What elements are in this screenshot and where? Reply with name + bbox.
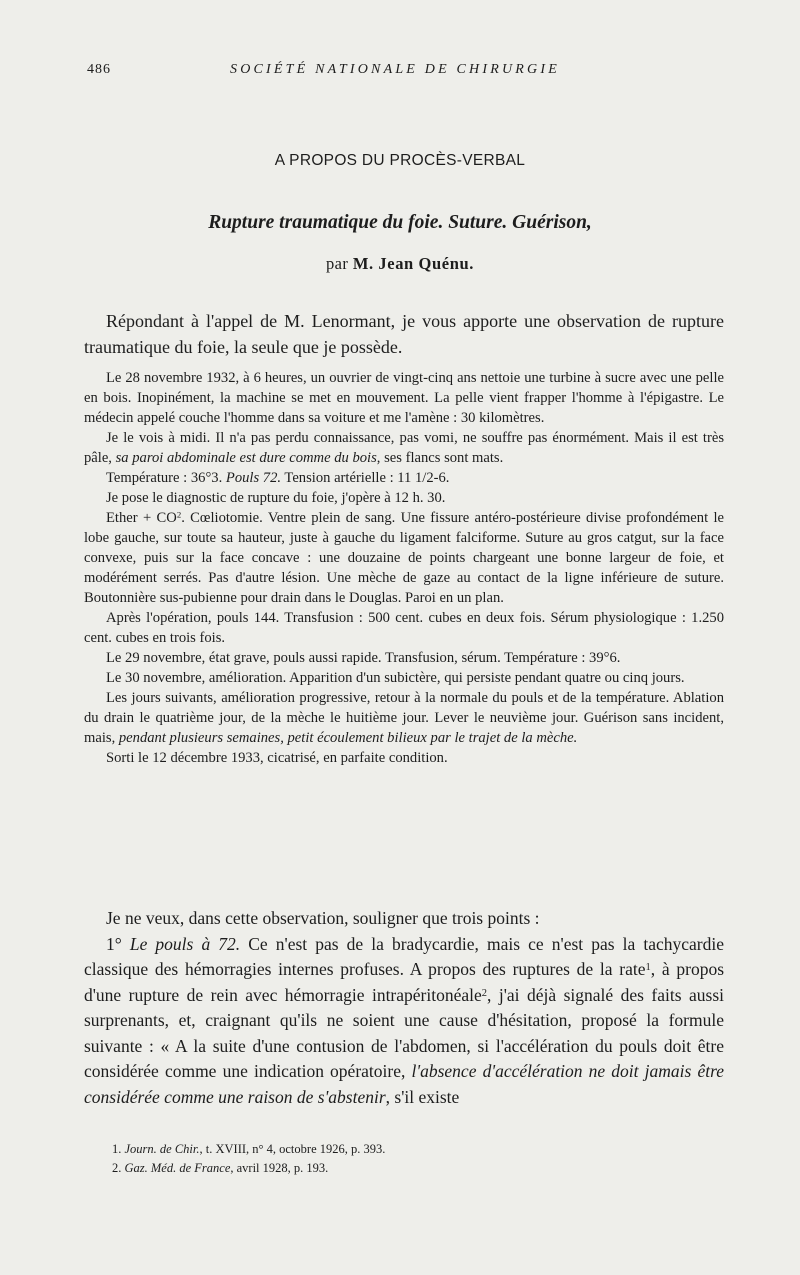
obs-paragraph: Je pose le diagnostic de rupture du foie, j'opère à 12 h. 30. [106,490,446,506]
obs-paragraph: Le 28 novembre 1932, à 6 heures, un ouvrier de vingt-cinq ans nettoie une turbine à sucre avec une pelle en bois. Inopinément, la machine se met en mouvement. La pelle vient frapper l'homme à l'épigastre. Le médecin appelé couche l'homme dans sa voiture et me l'amène : 30 kilomètres. [84,370,724,426]
running-header [87,62,727,86]
point-number: 1° [106,933,130,954]
footnote [112,1159,672,1178]
disc-italic: l'absence d'accélération ne doit jamais être considérée comme une raison de s'abstenir [84,1061,724,1107]
obs-text: Les jours suivants, amélioration progressive, retour à la normale du pouls et de la température. Ablation du drain le quatrième jour, de la mèche le huitième jour. Lever le neuvième jour. Guérison sans incident, mais, [84,690,724,746]
footnote-source: Gaz. Méd. de France [124,1161,231,1175]
footnote-text: , t. XVIII, n° 4, octobre 1926, p. 393. [199,1142,386,1156]
author-name: M. Jean Quénu. [352,254,474,273]
intro-paragraph [84,308,724,360]
journal-title: SOCIÉTÉ NATIONALE DE CHIRURGIE [230,62,560,77]
obs-text: Température : 36°3. [106,470,226,486]
case-observation [84,368,724,768]
obs-text: , ses flancs sont mats. [376,450,504,466]
page-number: 486 [87,62,111,77]
footnote-text: , avril 1928, p. 193. [230,1161,329,1175]
footnote [112,1140,672,1159]
byline-prefix: par [326,254,349,273]
disc-text: , à propos d'une rupture de rein avec hémorragie intrapéritonéale [84,959,724,1005]
obs-paragraph: Le 29 novembre, état grave, pouls aussi rapide. Transfusion, sérum. Température : 39°6. [106,650,621,666]
discussion [84,906,724,1110]
obs-paragraph [84,428,724,468]
obs-paragraph: Après l'opération, pouls 144. Transfusion : 500 cent. cubes en deux fois. Sérum physiologique : 1.250 cent. cubes en trois fois. [84,610,724,646]
obs-paragraph: Le 30 novembre, amélioration. Apparition d'un subictère, qui persiste pendant quatre ou cinq jours. [106,670,685,686]
article-title: Rupture traumatique du foie. Suture. Guérison, [208,212,592,233]
obs-text: Ether + CO [106,510,177,526]
disc-text: , j'ai déjà signalé des faits aussi surprenants, et, craignant qu'ils ne soient une cause d'hésitation, proposé la formule suivante : « A la suite d'une contusion de l'abdomen, si l'accélération du pouls doit être considérée comme une indication opératoire, [84,984,724,1081]
footnote-ref: 2 [481,987,488,999]
obs-paragraph: Sorti le 12 décembre 1933, cicatrisé, en parfaite condition. [106,750,448,766]
footnote-source: Journ. de Chir. [124,1142,200,1156]
disc-italic: Le pouls à 72. [129,933,241,954]
obs-paragraph [84,468,724,488]
obs-italic: sa paroi abdominale est dure comme du bois [115,450,377,466]
intro-text: Répondant à l'appel de M. Lenormant, je vous apporte une observation de rupture traumatique du foie, la seule que je possède. [84,311,724,357]
footnotes [112,1140,672,1178]
disc-paragraph: Je ne veux, dans cette observation, souligner que trois points : [106,908,540,928]
section-title: A PROPOS DU PROCÈS-VERBAL [274,152,526,169]
disc-paragraph [84,932,724,1111]
obs-paragraph [84,688,724,748]
disc-text: Ce n'est pas de la bradycardie, mais ce n'est pas la tachycardie classique des hémorragies internes profuses. A propos des ruptures de la rate [84,933,724,979]
footnote-number: 1. [112,1142,122,1156]
superscript: 2 [176,509,182,520]
byline [0,254,800,274]
footnote-ref: 1 [645,961,651,973]
obs-paragraph [84,508,724,608]
obs-text: . Cœliotomie. Ventre plein de sang. Une fissure antéro-postérieure divise profondément le lobe gauche, sur toute sa hauteur, juste à gauche du ligament falciforme. Suture au gros catgut, sur la face convexe, puis sur la face concave : une douzaine de points chargeant une bonne largeur de foie, et modérément serrés. Pas d'autre lésion. Une mèche de gaze au contact de la ligne inférieure de suture. Boutonnière sus-pubienne pour drain dans le Douglas. Paroi en un plan. [84,510,725,606]
obs-italic: pendant plusieurs semaines, petit écoulement bilieux par le trajet de la mèche. [118,730,578,746]
footnote-number: 2. [112,1161,122,1175]
obs-italic: Pouls 72. [225,470,282,486]
obs-text: Je le vois à midi. Il n'a pas perdu connaissance, pas vomi, ne souffre pas énormément. Mais il est très pâle, [84,430,724,466]
obs-text: Tension artérielle : 11 1/2-6. [281,470,450,486]
disc-text: , s'il existe [385,1086,460,1107]
